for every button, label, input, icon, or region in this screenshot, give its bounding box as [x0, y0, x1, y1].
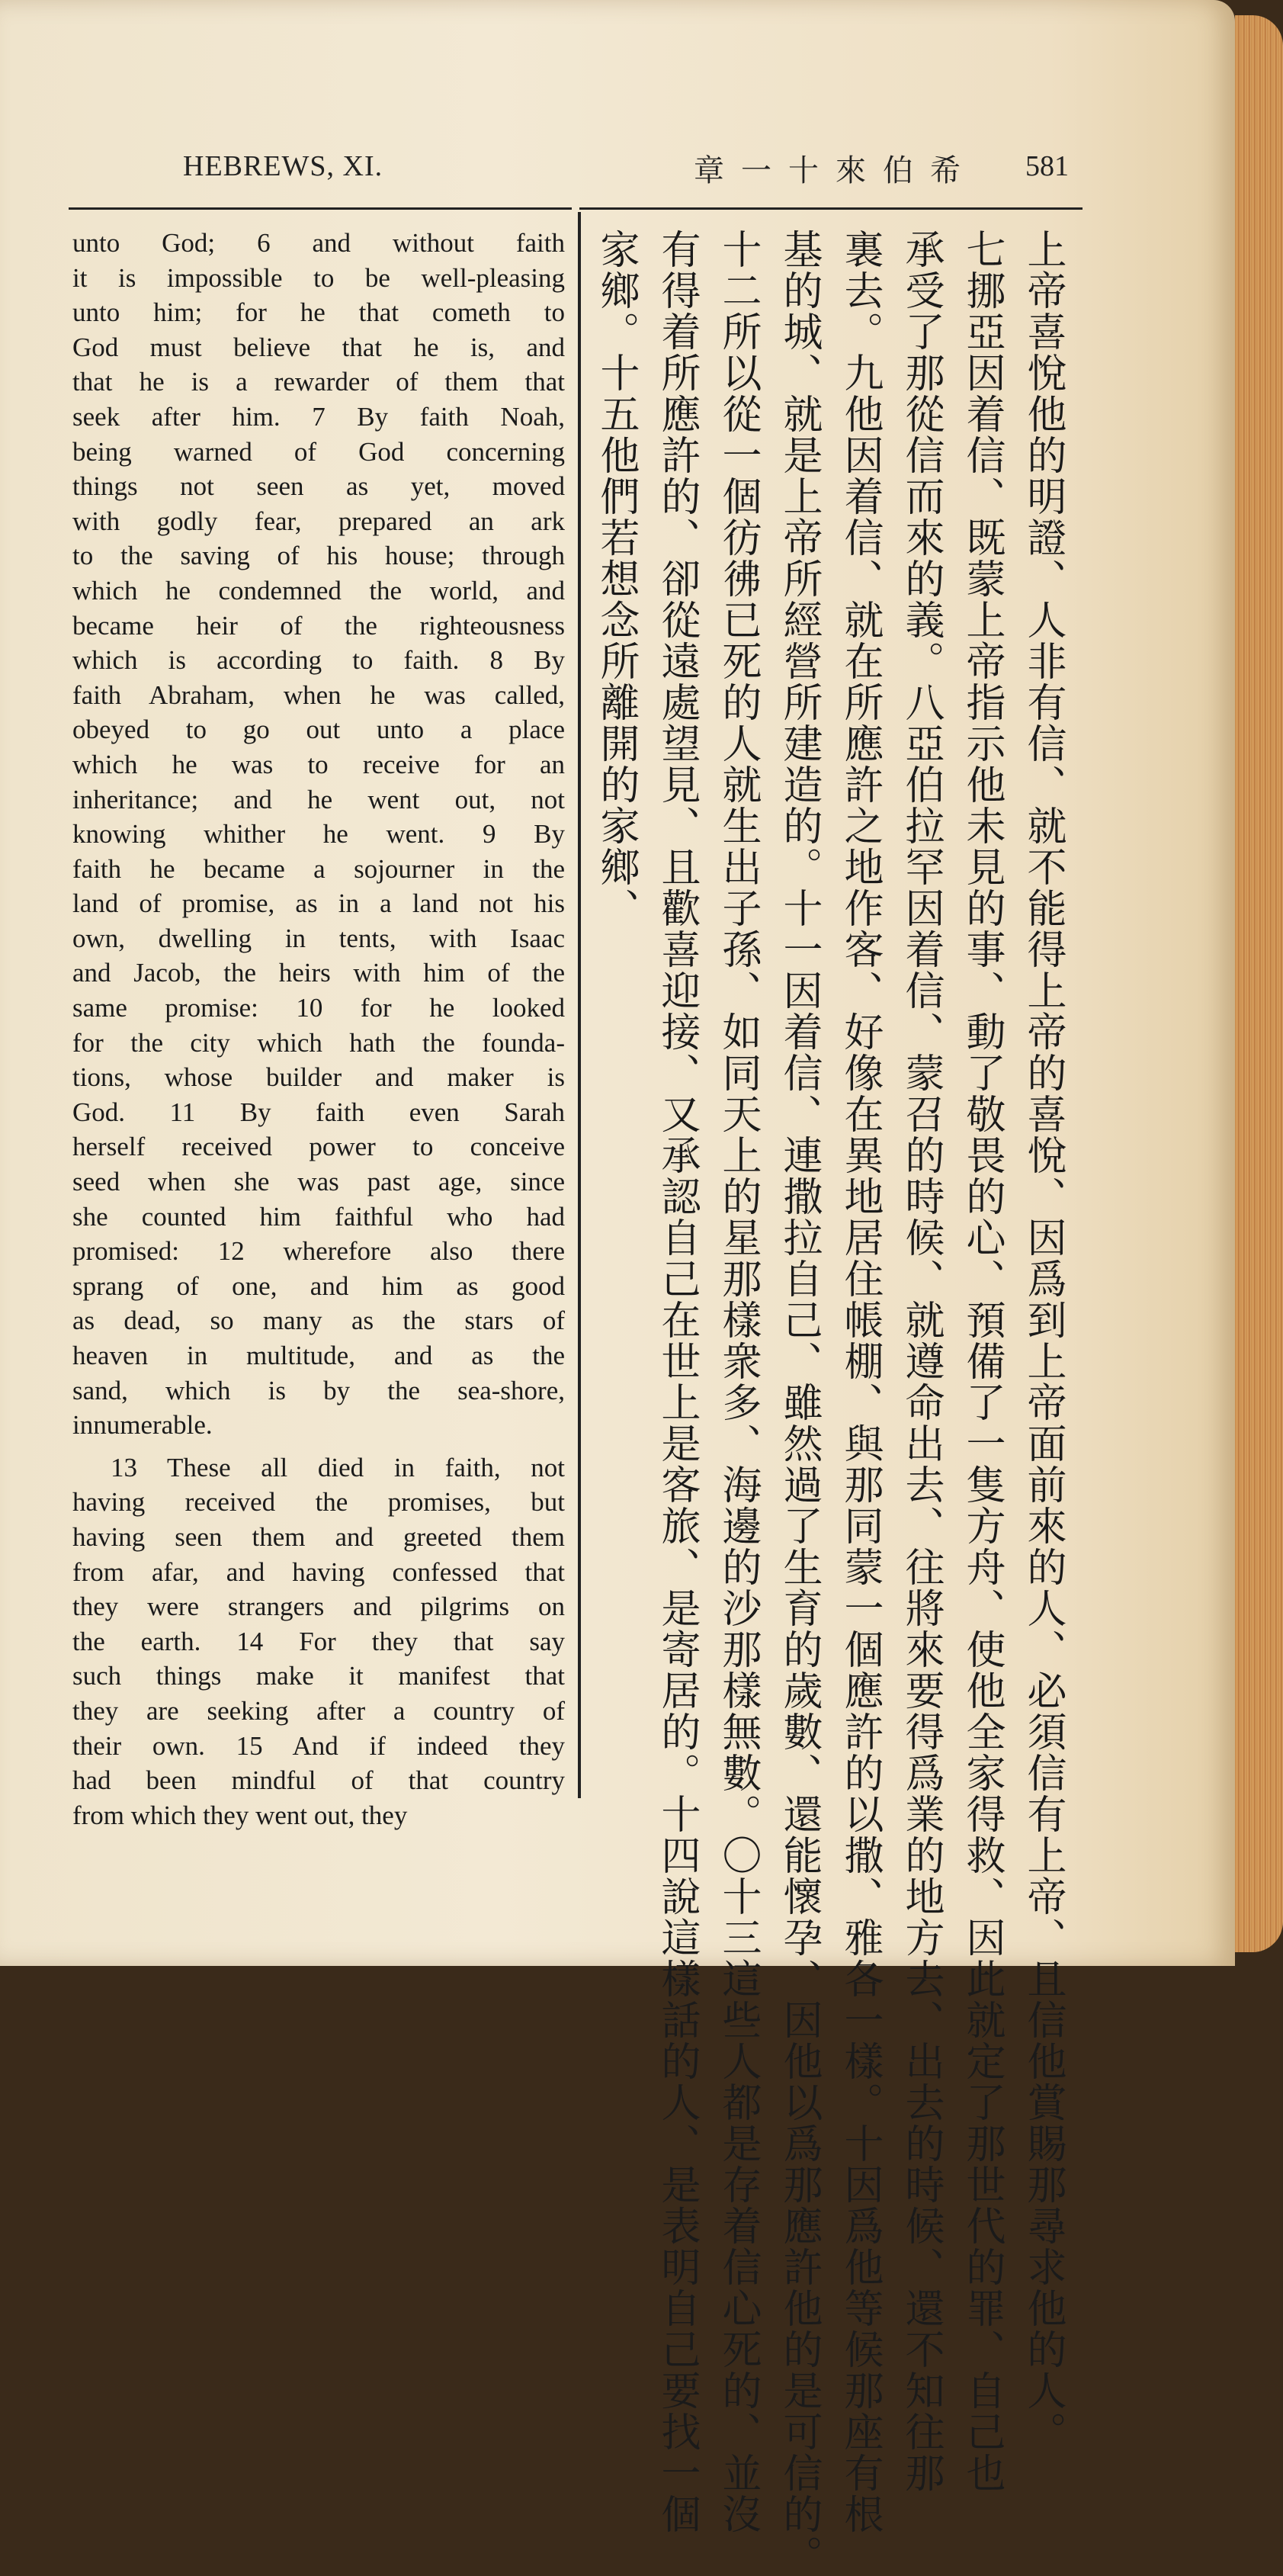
text-line: faith Abraham, when he was called, [72, 679, 565, 710]
text-line: tions, whose builder and maker is [72, 1062, 565, 1093]
text-line: for the city which hath the founda- [72, 1027, 565, 1058]
text-line: unto God; 6 and without faith [72, 228, 565, 258]
running-header [69, 149, 1075, 195]
header-chinese-title: 章一十來伯希 [694, 153, 977, 188]
text-line: which he condemned the world, and [72, 575, 565, 605]
chinese-column: 承受了那從信而來的義。八亞伯拉罕因着信、蒙召的時候、就遵命出去、往將來要得爲業的地方去、出去的時候、還不知往那 [898, 229, 944, 2494]
text-line: land of promise, as in a land not his [72, 888, 565, 919]
text-line: herself received power to conceive [72, 1132, 565, 1162]
text-line: which he was to receive for an [72, 749, 565, 779]
text-line: which is according to faith. 8 By [72, 645, 565, 676]
text-line: from afar, and having confessed that [72, 1556, 565, 1587]
text-line: having seen them and greeted them [72, 1521, 565, 1552]
column-divider [578, 212, 581, 1798]
text-line: things not seen as yet, moved [72, 471, 565, 502]
chinese-column: 有得着所應許的、卻從遠處望見、且歡喜迎接、又承認自己在世上是客旅、是寄居的。十四說這樣話的人、是表明自己要找一個 [654, 229, 700, 2535]
header-rule-right [579, 207, 1083, 210]
text-line: seek after him. 7 By faith Noah, [72, 401, 565, 432]
text-line: God must believe that he is, and [72, 332, 565, 362]
text-line: and Jacob, the heirs with him of the [72, 958, 565, 988]
chinese-column: 家鄉。十五他們若想念所離開的家鄉、 [593, 229, 639, 929]
text-line: faith he became a sojourner in the [72, 853, 565, 884]
text-line: own, dwelling in tents, with Isaac [72, 923, 565, 953]
text-line: they were strangers and pilgrims on [72, 1592, 565, 1622]
text-line: seed when she was past age, since [72, 1167, 565, 1197]
header-book-title: HEBREWS, XI. [183, 150, 383, 182]
chinese-text-column [587, 229, 1075, 2576]
text-line: that he is a rewarder of them that [72, 367, 565, 397]
text-line: sand, which is by the sea-shore, [72, 1375, 565, 1405]
text-line: promised: 12 wherefore also there [72, 1236, 565, 1267]
text-line: they are seeking after a country of [72, 1695, 565, 1726]
text-line: from which they went out, they [72, 1800, 408, 1830]
english-text-column [72, 226, 565, 1832]
text-line: to the saving of his house; through [72, 541, 565, 571]
text-line: she counted him faithful who had [72, 1201, 565, 1232]
page-number: 581 [1025, 150, 1069, 182]
chinese-column: 基的城、就是上帝所經營所建造的。十一因着信、連撒拉自己、雖然過了生育的歲數、還能懷孕、因他以爲那應許他的是可信的。 [776, 229, 822, 2576]
chinese-column: 十二所以從一個彷彿已死的人就生出子孫、如同天上的星那樣衆多、海邊的沙那樣無數。〇十三這些人都是存着信心死的、並沒 [715, 229, 761, 2535]
text-line: having received the promises, but [72, 1487, 565, 1518]
text-line: it is impossible to be well-pleasing [72, 262, 565, 293]
text-line: sprang of one, and him as good [72, 1270, 565, 1301]
text-line: knowing whither he went. 9 By [72, 819, 565, 850]
page-edges [1235, 15, 1283, 1952]
text-line: had been mindful of that country [72, 1765, 565, 1796]
text-line: the earth. 14 For they that say [72, 1626, 565, 1656]
text-line: heaven in multitude, and as the [72, 1341, 565, 1370]
text-line: innumerable. [72, 1410, 213, 1441]
text-line: God. 11 By faith even Sarah [72, 1097, 565, 1127]
text-line: obeyed to go out unto a place [72, 715, 565, 745]
text-line: unto him; for he that cometh to [72, 297, 565, 328]
chinese-column: 上帝喜悅他的明證、人非有信、就不能得上帝的喜悅、因爲到上帝面前來的人、必須信有上帝、且信他賞賜那尋求他的人。 [1020, 229, 1066, 2452]
text-line: same promise: 10 for he looked [72, 993, 565, 1023]
text-line: with godly fear, prepared an ark [72, 506, 565, 536]
chinese-column: 裏去。九他因着信、就在所應許之地作客、好像在異地居住帳棚、與那同蒙一個應許的以撒、雅各一樣。十因爲他等候那座有根 [837, 229, 883, 2535]
text-line: became heir of the righteousness [72, 610, 565, 641]
header-rule-left [69, 207, 572, 210]
text-line: as dead, so many as the stars of [72, 1306, 565, 1336]
text-line: inheritance; and he went out, not [72, 784, 565, 814]
text-line: 13 These all died in faith, not [111, 1452, 565, 1482]
paragraph-gap [72, 1443, 565, 1450]
text-line: such things make it manifest that [72, 1661, 565, 1691]
chinese-column: 七挪亞因着信、既蒙上帝指示他未見的事、動了敬畏的心、預備了一隻方舟、使他全家得救、因此就定了那世代的罪、自己也 [959, 229, 1005, 2494]
text-line: being warned of God concerning [72, 436, 565, 467]
text-line: their own. 15 And if indeed they [72, 1730, 565, 1761]
